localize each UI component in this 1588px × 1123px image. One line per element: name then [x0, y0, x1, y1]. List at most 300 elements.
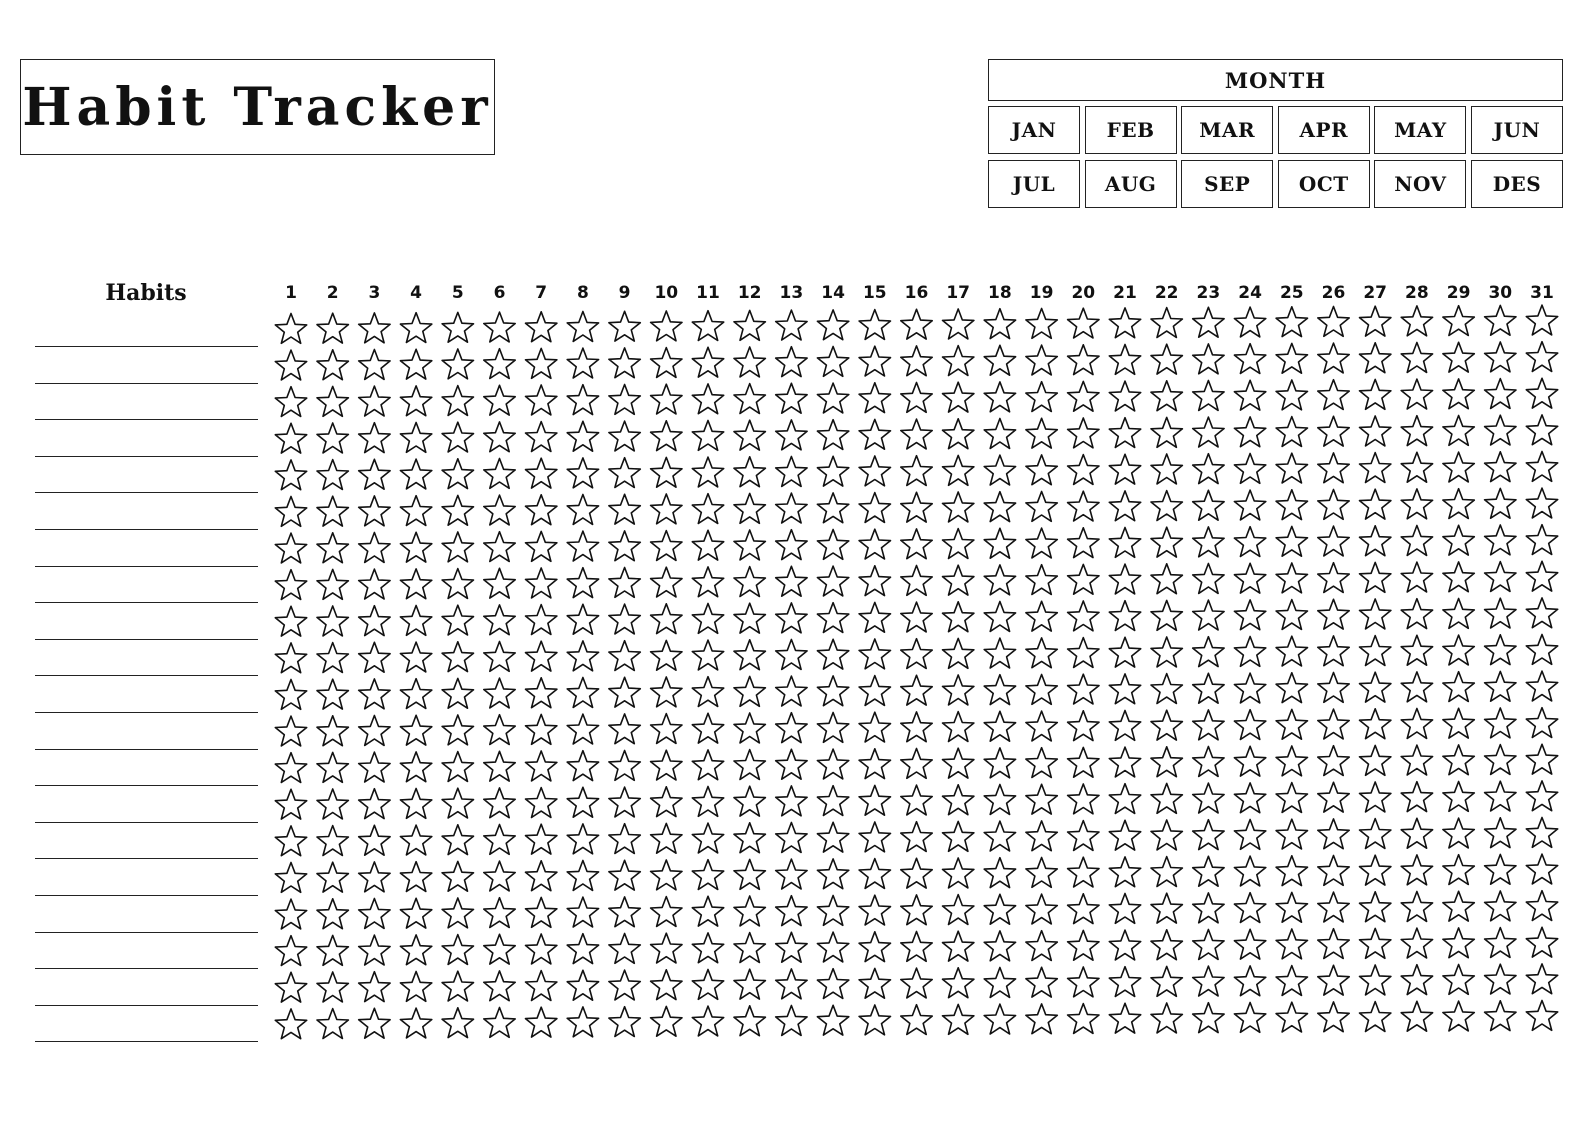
star-outline-icon[interactable]: [734, 530, 765, 560]
star-outline-icon[interactable]: [734, 933, 765, 963]
star-outline-icon[interactable]: [317, 899, 348, 929]
star-outline-icon[interactable]: [692, 384, 723, 414]
star-outline-icon[interactable]: [484, 934, 515, 964]
star-outline-icon[interactable]: [1443, 379, 1474, 409]
month-feb[interactable]: FEB: [1085, 106, 1177, 154]
star-outline-icon[interactable]: [567, 348, 598, 378]
star-outline-icon[interactable]: [859, 859, 890, 889]
star-outline-icon[interactable]: [609, 714, 640, 744]
star-outline-icon[interactable]: [1234, 893, 1265, 923]
star-outline-icon[interactable]: [1526, 342, 1557, 372]
star-outline-icon[interactable]: [776, 749, 807, 779]
star-outline-icon[interactable]: [526, 824, 557, 854]
star-outline-icon[interactable]: [609, 860, 640, 890]
star-outline-icon[interactable]: [734, 786, 765, 816]
star-outline-icon[interactable]: [484, 495, 515, 525]
star-outline-icon[interactable]: [859, 493, 890, 523]
star-outline-icon[interactable]: [1193, 820, 1224, 850]
star-outline-icon[interactable]: [734, 640, 765, 670]
star-outline-icon[interactable]: [984, 492, 1015, 522]
star-outline-icon[interactable]: [1276, 636, 1307, 666]
star-outline-icon[interactable]: [651, 823, 682, 853]
star-outline-icon[interactable]: [317, 972, 348, 1002]
star-outline-icon[interactable]: [817, 310, 848, 340]
star-outline-icon[interactable]: [1318, 416, 1349, 446]
star-outline-icon[interactable]: [1318, 709, 1349, 739]
star-outline-icon[interactable]: [943, 419, 974, 449]
star-outline-icon[interactable]: [734, 1006, 765, 1036]
star-outline-icon[interactable]: [359, 642, 390, 672]
star-outline-icon[interactable]: [609, 311, 640, 341]
star-outline-icon[interactable]: [1026, 784, 1057, 814]
star-outline-icon[interactable]: [526, 861, 557, 891]
star-outline-icon[interactable]: [1068, 857, 1099, 887]
star-outline-icon[interactable]: [1109, 454, 1140, 484]
star-outline-icon[interactable]: [901, 529, 932, 559]
star-outline-icon[interactable]: [817, 969, 848, 999]
star-outline-icon[interactable]: [1526, 635, 1557, 665]
month-may[interactable]: MAY: [1374, 106, 1466, 154]
star-outline-icon[interactable]: [484, 532, 515, 562]
star-outline-icon[interactable]: [651, 750, 682, 780]
star-outline-icon[interactable]: [776, 347, 807, 377]
star-outline-icon[interactable]: [1234, 490, 1265, 520]
star-outline-icon[interactable]: [400, 862, 431, 892]
star-outline-icon[interactable]: [651, 640, 682, 670]
star-outline-icon[interactable]: [317, 423, 348, 453]
star-outline-icon[interactable]: [484, 898, 515, 928]
star-outline-icon[interactable]: [859, 639, 890, 669]
star-outline-icon[interactable]: [567, 312, 598, 342]
star-outline-icon[interactable]: [359, 789, 390, 819]
star-outline-icon[interactable]: [1151, 930, 1182, 960]
star-outline-icon[interactable]: [651, 457, 682, 487]
star-outline-icon[interactable]: [1485, 635, 1516, 665]
star-outline-icon[interactable]: [1151, 893, 1182, 923]
star-outline-icon[interactable]: [1193, 600, 1224, 630]
star-outline-icon[interactable]: [1068, 711, 1099, 741]
star-outline-icon[interactable]: [943, 529, 974, 559]
star-outline-icon[interactable]: [442, 312, 473, 342]
star-outline-icon[interactable]: [1443, 891, 1474, 921]
star-outline-icon[interactable]: [1526, 525, 1557, 555]
star-outline-icon[interactable]: [943, 455, 974, 485]
star-outline-icon[interactable]: [1318, 526, 1349, 556]
star-outline-icon[interactable]: [1109, 637, 1140, 667]
star-outline-icon[interactable]: [734, 567, 765, 597]
star-outline-icon[interactable]: [651, 860, 682, 890]
star-outline-icon[interactable]: [1151, 747, 1182, 777]
star-outline-icon[interactable]: [1026, 492, 1057, 522]
star-outline-icon[interactable]: [651, 933, 682, 963]
star-outline-icon[interactable]: [1026, 528, 1057, 558]
star-outline-icon[interactable]: [526, 422, 557, 452]
star-outline-icon[interactable]: [1318, 380, 1349, 410]
star-outline-icon[interactable]: [1109, 381, 1140, 411]
star-outline-icon[interactable]: [1026, 821, 1057, 851]
star-outline-icon[interactable]: [1443, 306, 1474, 336]
star-outline-icon[interactable]: [1026, 601, 1057, 631]
star-outline-icon[interactable]: [1151, 820, 1182, 850]
star-outline-icon[interactable]: [1151, 637, 1182, 667]
star-outline-icon[interactable]: [567, 421, 598, 451]
month-des[interactable]: DES: [1471, 160, 1563, 208]
star-outline-icon[interactable]: [651, 494, 682, 524]
star-outline-icon[interactable]: [1276, 746, 1307, 776]
star-outline-icon[interactable]: [1109, 564, 1140, 594]
star-outline-icon[interactable]: [734, 347, 765, 377]
star-outline-icon[interactable]: [901, 639, 932, 669]
star-outline-icon[interactable]: [442, 422, 473, 452]
star-outline-icon[interactable]: [901, 895, 932, 925]
star-outline-icon[interactable]: [609, 348, 640, 378]
star-outline-icon[interactable]: [1360, 1002, 1391, 1032]
star-outline-icon[interactable]: [442, 935, 473, 965]
star-outline-icon[interactable]: [734, 896, 765, 926]
star-outline-icon[interactable]: [609, 824, 640, 854]
star-outline-icon[interactable]: [692, 530, 723, 560]
star-outline-icon[interactable]: [442, 971, 473, 1001]
star-outline-icon[interactable]: [1151, 381, 1182, 411]
month-oct[interactable]: OCT: [1278, 160, 1370, 208]
month-jul[interactable]: JUL: [988, 160, 1080, 208]
star-outline-icon[interactable]: [984, 565, 1015, 595]
star-outline-icon[interactable]: [1234, 527, 1265, 557]
star-outline-icon[interactable]: [1151, 857, 1182, 887]
star-outline-icon[interactable]: [817, 456, 848, 486]
star-outline-icon[interactable]: [526, 751, 557, 781]
star-outline-icon[interactable]: [1318, 819, 1349, 849]
star-outline-icon[interactable]: [734, 969, 765, 999]
star-outline-icon[interactable]: [1443, 599, 1474, 629]
star-outline-icon[interactable]: [1234, 856, 1265, 886]
star-outline-icon[interactable]: [1109, 1003, 1140, 1033]
star-outline-icon[interactable]: [984, 711, 1015, 741]
month-sep[interactable]: SEP: [1181, 160, 1273, 208]
star-outline-icon[interactable]: [1485, 379, 1516, 409]
star-outline-icon[interactable]: [1234, 929, 1265, 959]
star-outline-icon[interactable]: [442, 678, 473, 708]
star-outline-icon[interactable]: [776, 676, 807, 706]
star-outline-icon[interactable]: [275, 570, 306, 600]
star-outline-icon[interactable]: [1151, 344, 1182, 374]
star-outline-icon[interactable]: [901, 1005, 932, 1035]
month-jan[interactable]: JAN: [988, 106, 1080, 154]
star-outline-icon[interactable]: [1276, 380, 1307, 410]
month-aug[interactable]: AUG: [1085, 160, 1177, 208]
star-outline-icon[interactable]: [1401, 965, 1432, 995]
star-outline-icon[interactable]: [1026, 748, 1057, 778]
star-outline-icon[interactable]: [484, 971, 515, 1001]
star-outline-icon[interactable]: [1151, 564, 1182, 594]
star-outline-icon[interactable]: [1526, 561, 1557, 591]
star-outline-icon[interactable]: [859, 1005, 890, 1035]
star-outline-icon[interactable]: [1360, 928, 1391, 958]
star-outline-icon[interactable]: [567, 531, 598, 561]
star-outline-icon[interactable]: [317, 1009, 348, 1039]
star-outline-icon[interactable]: [1401, 928, 1432, 958]
star-outline-icon[interactable]: [1401, 526, 1432, 556]
star-outline-icon[interactable]: [692, 677, 723, 707]
star-outline-icon[interactable]: [1401, 818, 1432, 848]
star-outline-icon[interactable]: [901, 858, 932, 888]
star-outline-icon[interactable]: [817, 713, 848, 743]
star-outline-icon[interactable]: [609, 641, 640, 671]
star-outline-icon[interactable]: [1193, 1003, 1224, 1033]
star-outline-icon[interactable]: [692, 1006, 723, 1036]
star-outline-icon[interactable]: [484, 642, 515, 672]
star-outline-icon[interactable]: [1276, 490, 1307, 520]
star-outline-icon[interactable]: [275, 753, 306, 783]
star-outline-icon[interactable]: [526, 605, 557, 635]
star-outline-icon[interactable]: [1234, 344, 1265, 374]
star-outline-icon[interactable]: [1318, 490, 1349, 520]
star-outline-icon[interactable]: [1443, 928, 1474, 958]
star-outline-icon[interactable]: [1193, 893, 1224, 923]
star-outline-icon[interactable]: [609, 421, 640, 451]
star-outline-icon[interactable]: [275, 460, 306, 490]
star-outline-icon[interactable]: [776, 640, 807, 670]
star-outline-icon[interactable]: [400, 532, 431, 562]
star-outline-icon[interactable]: [526, 348, 557, 378]
star-outline-icon[interactable]: [317, 789, 348, 819]
star-outline-icon[interactable]: [567, 824, 598, 854]
star-outline-icon[interactable]: [609, 458, 640, 488]
star-outline-icon[interactable]: [817, 822, 848, 852]
star-outline-icon[interactable]: [609, 604, 640, 634]
star-outline-icon[interactable]: [1151, 783, 1182, 813]
star-outline-icon[interactable]: [1151, 454, 1182, 484]
star-outline-icon[interactable]: [1485, 891, 1516, 921]
star-outline-icon[interactable]: [692, 457, 723, 487]
star-outline-icon[interactable]: [1485, 452, 1516, 482]
star-outline-icon[interactable]: [1443, 562, 1474, 592]
star-outline-icon[interactable]: [651, 677, 682, 707]
star-outline-icon[interactable]: [1026, 967, 1057, 997]
star-outline-icon[interactable]: [651, 348, 682, 378]
star-outline-icon[interactable]: [859, 749, 890, 779]
star-outline-icon[interactable]: [817, 932, 848, 962]
star-outline-icon[interactable]: [484, 678, 515, 708]
star-outline-icon[interactable]: [776, 603, 807, 633]
star-outline-icon[interactable]: [1151, 1003, 1182, 1033]
star-outline-icon[interactable]: [359, 350, 390, 380]
star-outline-icon[interactable]: [1485, 562, 1516, 592]
star-outline-icon[interactable]: [1485, 745, 1516, 775]
month-apr[interactable]: APR: [1278, 106, 1370, 154]
star-outline-icon[interactable]: [984, 419, 1015, 449]
star-outline-icon[interactable]: [1068, 784, 1099, 814]
star-outline-icon[interactable]: [1318, 599, 1349, 629]
star-outline-icon[interactable]: [609, 970, 640, 1000]
star-outline-icon[interactable]: [1318, 307, 1349, 337]
star-outline-icon[interactable]: [567, 385, 598, 415]
star-outline-icon[interactable]: [1193, 381, 1224, 411]
star-outline-icon[interactable]: [484, 385, 515, 415]
star-outline-icon[interactable]: [442, 642, 473, 672]
star-outline-icon[interactable]: [692, 933, 723, 963]
star-outline-icon[interactable]: [1276, 929, 1307, 959]
star-outline-icon[interactable]: [567, 678, 598, 708]
star-outline-icon[interactable]: [359, 862, 390, 892]
star-outline-icon[interactable]: [1193, 856, 1224, 886]
star-outline-icon[interactable]: [901, 968, 932, 998]
star-outline-icon[interactable]: [1026, 309, 1057, 339]
star-outline-icon[interactable]: [1193, 527, 1224, 557]
star-outline-icon[interactable]: [1526, 305, 1557, 335]
star-outline-icon[interactable]: [859, 566, 890, 596]
star-outline-icon[interactable]: [1401, 379, 1432, 409]
star-outline-icon[interactable]: [1401, 1001, 1432, 1031]
star-outline-icon[interactable]: [400, 313, 431, 343]
star-outline-icon[interactable]: [776, 420, 807, 450]
star-outline-icon[interactable]: [317, 606, 348, 636]
star-outline-icon[interactable]: [1443, 708, 1474, 738]
month-nov[interactable]: NOV: [1374, 160, 1466, 208]
star-outline-icon[interactable]: [567, 787, 598, 817]
star-outline-icon[interactable]: [1068, 930, 1099, 960]
star-outline-icon[interactable]: [442, 532, 473, 562]
star-outline-icon[interactable]: [734, 750, 765, 780]
star-outline-icon[interactable]: [776, 713, 807, 743]
star-outline-icon[interactable]: [1276, 1002, 1307, 1032]
star-outline-icon[interactable]: [1443, 489, 1474, 519]
star-outline-icon[interactable]: [1485, 598, 1516, 628]
star-outline-icon[interactable]: [526, 385, 557, 415]
star-outline-icon[interactable]: [526, 678, 557, 708]
star-outline-icon[interactable]: [442, 825, 473, 855]
star-outline-icon[interactable]: [317, 826, 348, 856]
star-outline-icon[interactable]: [1234, 673, 1265, 703]
star-outline-icon[interactable]: [859, 529, 890, 559]
star-outline-icon[interactable]: [484, 861, 515, 891]
star-outline-icon[interactable]: [1109, 894, 1140, 924]
star-outline-icon[interactable]: [817, 530, 848, 560]
star-outline-icon[interactable]: [901, 492, 932, 522]
star-outline-icon[interactable]: [567, 495, 598, 525]
star-outline-icon[interactable]: [275, 789, 306, 819]
star-outline-icon[interactable]: [776, 932, 807, 962]
star-outline-icon[interactable]: [1360, 379, 1391, 409]
star-outline-icon[interactable]: [817, 420, 848, 450]
star-outline-icon[interactable]: [1276, 563, 1307, 593]
star-outline-icon[interactable]: [1234, 380, 1265, 410]
star-outline-icon[interactable]: [984, 345, 1015, 375]
star-outline-icon[interactable]: [692, 311, 723, 341]
star-outline-icon[interactable]: [400, 898, 431, 928]
star-outline-icon[interactable]: [1360, 562, 1391, 592]
star-outline-icon[interactable]: [609, 531, 640, 561]
star-outline-icon[interactable]: [1151, 527, 1182, 557]
star-outline-icon[interactable]: [1526, 927, 1557, 957]
star-outline-icon[interactable]: [651, 714, 682, 744]
star-outline-icon[interactable]: [317, 533, 348, 563]
star-outline-icon[interactable]: [692, 860, 723, 890]
star-outline-icon[interactable]: [359, 533, 390, 563]
star-outline-icon[interactable]: [1276, 966, 1307, 996]
star-outline-icon[interactable]: [692, 970, 723, 1000]
star-outline-icon[interactable]: [484, 349, 515, 379]
star-outline-icon[interactable]: [1068, 381, 1099, 411]
star-outline-icon[interactable]: [400, 752, 431, 782]
star-outline-icon[interactable]: [734, 603, 765, 633]
star-outline-icon[interactable]: [817, 493, 848, 523]
star-outline-icon[interactable]: [943, 565, 974, 595]
star-outline-icon[interactable]: [400, 459, 431, 489]
star-outline-icon[interactable]: [1276, 892, 1307, 922]
star-outline-icon[interactable]: [1234, 746, 1265, 776]
star-outline-icon[interactable]: [984, 821, 1015, 851]
star-outline-icon[interactable]: [1234, 966, 1265, 996]
star-outline-icon[interactable]: [1443, 1001, 1474, 1031]
star-outline-icon[interactable]: [734, 457, 765, 487]
star-outline-icon[interactable]: [1318, 892, 1349, 922]
star-outline-icon[interactable]: [859, 712, 890, 742]
star-outline-icon[interactable]: [526, 568, 557, 598]
star-outline-icon[interactable]: [317, 386, 348, 416]
star-outline-icon[interactable]: [1068, 894, 1099, 924]
star-outline-icon[interactable]: [400, 569, 431, 599]
star-outline-icon[interactable]: [1151, 491, 1182, 521]
star-outline-icon[interactable]: [1193, 747, 1224, 777]
star-outline-icon[interactable]: [1068, 747, 1099, 777]
star-outline-icon[interactable]: [1526, 818, 1557, 848]
star-outline-icon[interactable]: [1485, 818, 1516, 848]
star-outline-icon[interactable]: [484, 1008, 515, 1038]
star-outline-icon[interactable]: [1234, 820, 1265, 850]
star-outline-icon[interactable]: [526, 934, 557, 964]
star-outline-icon[interactable]: [901, 822, 932, 852]
star-outline-icon[interactable]: [1068, 601, 1099, 631]
star-outline-icon[interactable]: [1318, 746, 1349, 776]
star-outline-icon[interactable]: [1151, 966, 1182, 996]
star-outline-icon[interactable]: [692, 750, 723, 780]
star-outline-icon[interactable]: [567, 934, 598, 964]
star-outline-icon[interactable]: [567, 604, 598, 634]
star-outline-icon[interactable]: [275, 497, 306, 527]
star-outline-icon[interactable]: [1401, 562, 1432, 592]
star-outline-icon[interactable]: [1443, 342, 1474, 372]
star-outline-icon[interactable]: [275, 387, 306, 417]
star-outline-icon[interactable]: [275, 533, 306, 563]
star-outline-icon[interactable]: [1068, 564, 1099, 594]
star-outline-icon[interactable]: [442, 752, 473, 782]
star-outline-icon[interactable]: [400, 386, 431, 416]
star-outline-icon[interactable]: [943, 675, 974, 705]
star-outline-icon[interactable]: [1276, 526, 1307, 556]
star-outline-icon[interactable]: [943, 382, 974, 412]
star-outline-icon[interactable]: [1360, 306, 1391, 336]
star-outline-icon[interactable]: [1109, 674, 1140, 704]
star-outline-icon[interactable]: [1360, 489, 1391, 519]
star-outline-icon[interactable]: [1526, 415, 1557, 445]
star-outline-icon[interactable]: [943, 968, 974, 998]
star-outline-icon[interactable]: [1485, 964, 1516, 994]
star-outline-icon[interactable]: [1318, 673, 1349, 703]
star-outline-icon[interactable]: [776, 823, 807, 853]
star-outline-icon[interactable]: [442, 1008, 473, 1038]
star-outline-icon[interactable]: [359, 899, 390, 929]
star-outline-icon[interactable]: [1443, 635, 1474, 665]
star-outline-icon[interactable]: [859, 419, 890, 449]
month-mar[interactable]: MAR: [1181, 106, 1273, 154]
star-outline-icon[interactable]: [692, 494, 723, 524]
star-outline-icon[interactable]: [359, 752, 390, 782]
star-outline-icon[interactable]: [1026, 382, 1057, 412]
star-outline-icon[interactable]: [776, 786, 807, 816]
star-outline-icon[interactable]: [943, 895, 974, 925]
star-outline-icon[interactable]: [1109, 711, 1140, 741]
